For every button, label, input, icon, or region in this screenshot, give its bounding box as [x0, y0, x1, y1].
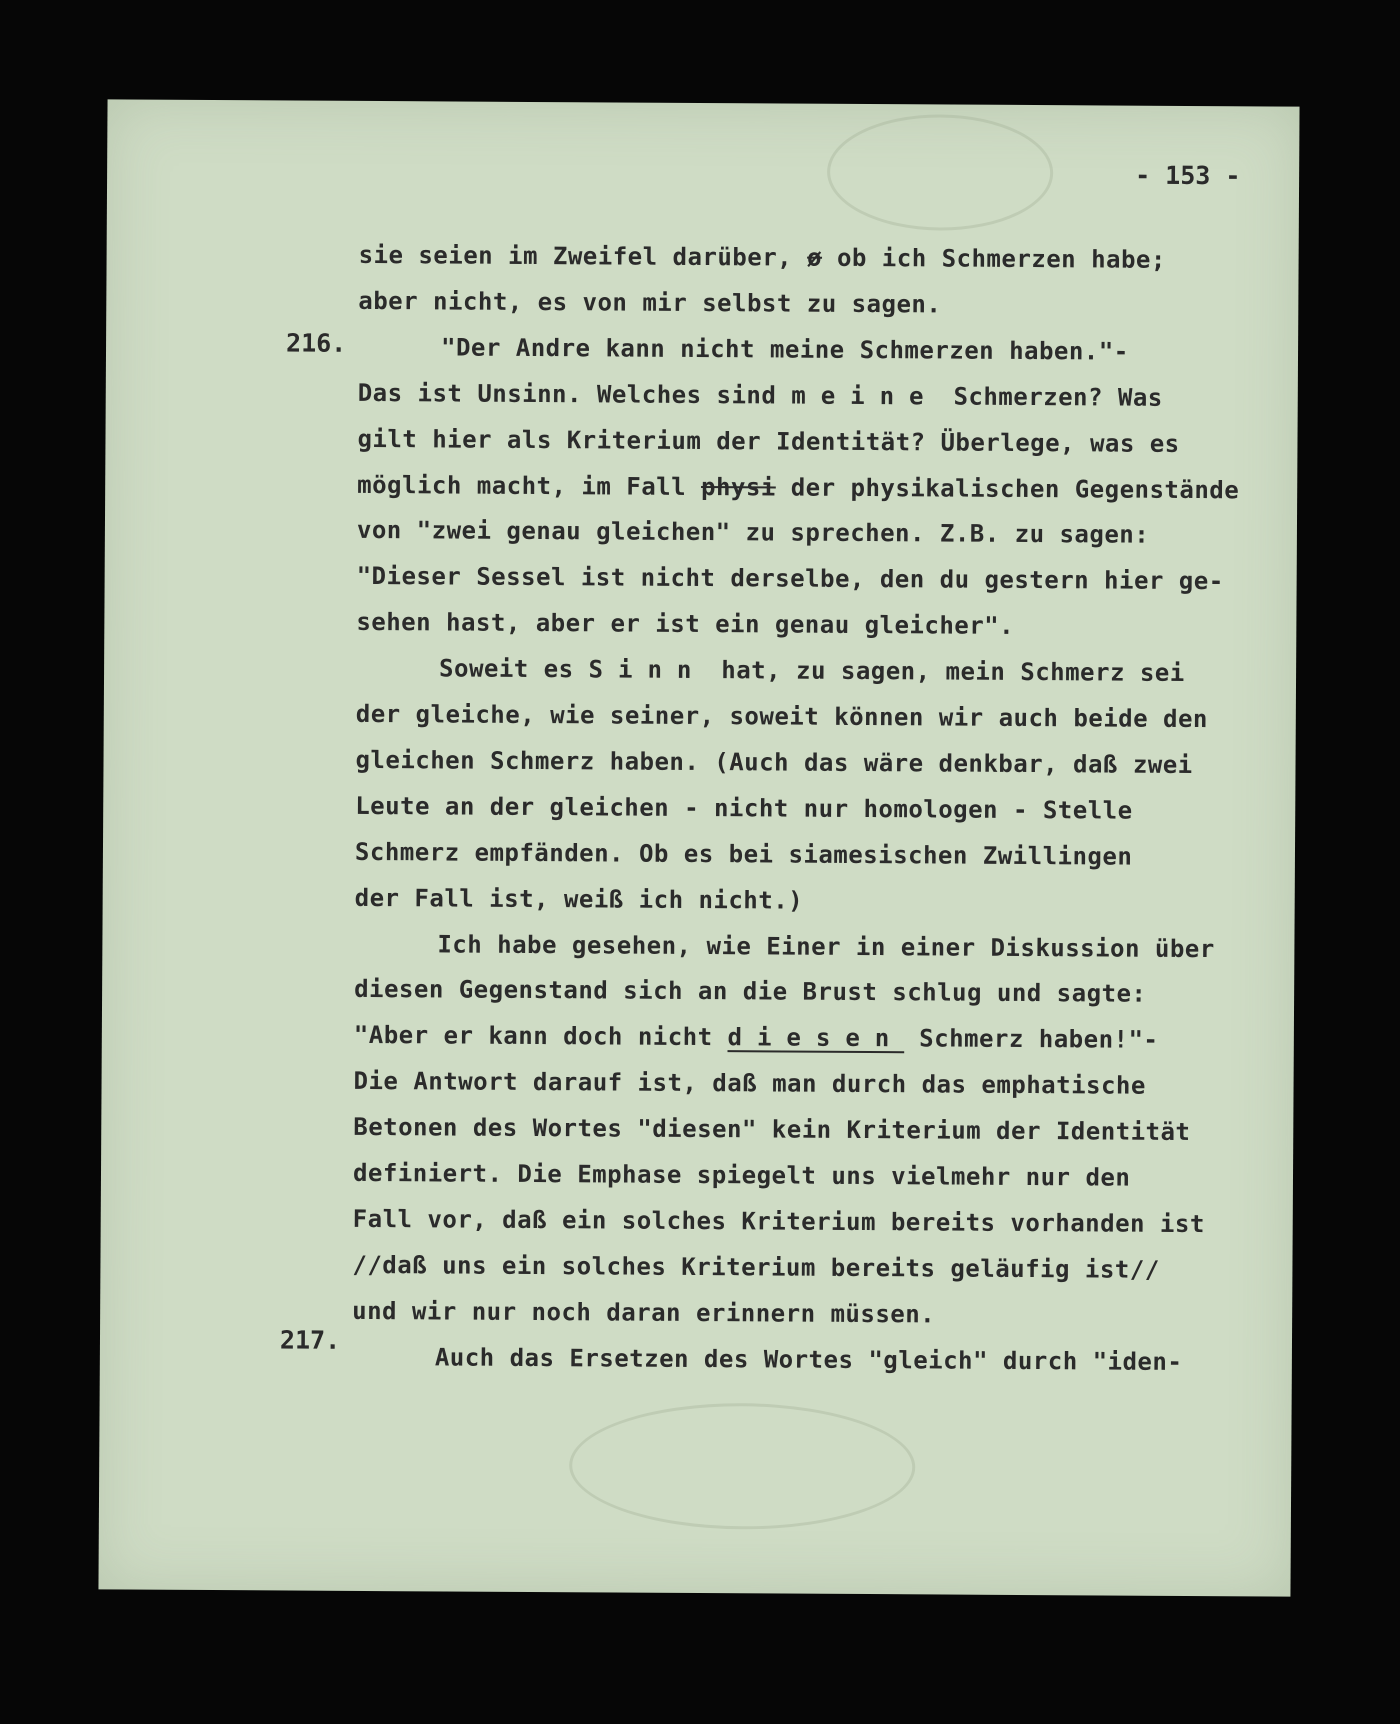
struck-word: ø: [807, 243, 823, 272]
text-line: [358, 379, 1163, 412]
text-run: Ich habe gesehen, wie Einer in einer Diskussion über: [437, 929, 1215, 963]
text-run: Fall vor, daß ein solches Kriterium bereits vorhanden ist: [352, 1204, 1205, 1238]
text-run: Schmerz haben!"-: [904, 1024, 1159, 1055]
text-run: diesen Gegenstand sich an die Brust schlug und sagte:: [354, 975, 1147, 1009]
text-line: [353, 1113, 1190, 1146]
text-run: Schmerz empfänden. Ob es bei siamesischen Zwillingen: [354, 837, 1133, 871]
struck-word: physi: [700, 472, 776, 501]
text-run: möglich macht, im Fall: [357, 470, 702, 501]
text-run: Die Antwort darauf ist, daß man durch das emphatische: [353, 1067, 1146, 1100]
text-run: Soweit es: [439, 654, 589, 684]
text-line: [355, 746, 1192, 779]
text-line: [437, 930, 1215, 963]
text-run: und wir nur noch daran erinnern müssen.: [352, 1296, 936, 1329]
text-run: ob ich Schmerzen habe;: [821, 243, 1166, 274]
text-run: gilt hier als Kriterium der Identität? Überlege, was es: [357, 424, 1180, 458]
watermark-seal: [569, 1402, 916, 1530]
text-run: Betonen des Wortes "diesen" kein Kriterium der Identität: [353, 1112, 1191, 1147]
text-run: gleichen Schmerz haben. (Auch das wäre denkbar, daß zwei: [355, 745, 1193, 779]
text-line: [355, 838, 1133, 871]
text-run: von "zwei genau gleichen" zu sprechen. Z.B. zu sagen:: [356, 516, 1150, 550]
text-run: "Aber er kann doch nicht: [353, 1021, 728, 1052]
text-run: sie seien im Zweifel darüber,: [358, 240, 808, 272]
text-line: [357, 470, 1239, 503]
text-line: [355, 883, 804, 914]
text-line: [354, 975, 1146, 1008]
text-line: [355, 792, 1133, 825]
text-run: aber nicht, es von mir selbst zu sagen.: [358, 286, 942, 319]
text-run: der Fall ist, weiß ich nicht.): [354, 883, 804, 915]
text-line: [358, 287, 941, 319]
text-line: [352, 1297, 935, 1329]
text-run: //daß uns ein solches Kriterium bereits geläufig ist//: [352, 1250, 1160, 1284]
section-number-217: 217.: [279, 1325, 341, 1355]
underlined-word: diesen: [727, 1023, 905, 1053]
text-run: Auch das Ersetzen des Wortes "gleich" durch "iden-: [434, 1342, 1183, 1376]
text-run: sehen hast, aber er ist ein genau gleicher".: [356, 608, 1015, 641]
text-line: [356, 608, 1014, 640]
section-number-216: 216.: [285, 328, 347, 358]
text-line: [356, 700, 1208, 733]
text-line: [353, 1159, 1131, 1192]
text-line: [441, 333, 1129, 365]
page-number: - 153 -: [1135, 160, 1241, 191]
text-run: "Der Andre kann nicht meine Schmerzen haben."-: [440, 333, 1129, 366]
text-run: der gleiche, wie seiner, soweit können wir auch beide den: [355, 699, 1208, 734]
typescript-page: [98, 99, 1299, 1596]
text-run: der physikalischen Gegenstände: [775, 472, 1240, 504]
text-line: [357, 562, 1224, 595]
text-run: Schmerzen? Was: [938, 382, 1163, 412]
text-line: [357, 516, 1149, 549]
text-run: Leute an der gleichen - nicht nur homologen - Stelle: [355, 791, 1133, 825]
text-run: "Dieser Sessel ist nicht derselbe, den du gestern hier ge-: [356, 562, 1224, 596]
text-line: [359, 241, 1166, 274]
text-run: Das ist Unsinn. Welches sind: [357, 378, 792, 410]
watermark-seal: [827, 114, 1054, 231]
text-run: hat, zu sagen, mein Schmerz sei: [706, 656, 1185, 688]
text-line: [357, 425, 1179, 458]
text-line: [439, 655, 1185, 688]
emphasized-word: Sinn: [588, 655, 707, 685]
text-line: [354, 1021, 1159, 1054]
emphasized-word: meine: [791, 381, 939, 411]
text-run: definiert. Die Emphase spiegelt uns vielmehr nur den: [352, 1158, 1131, 1192]
text-line: [353, 1205, 1205, 1238]
text-line: [353, 1067, 1145, 1100]
text-line: [352, 1251, 1159, 1284]
text-line: [435, 1343, 1183, 1376]
